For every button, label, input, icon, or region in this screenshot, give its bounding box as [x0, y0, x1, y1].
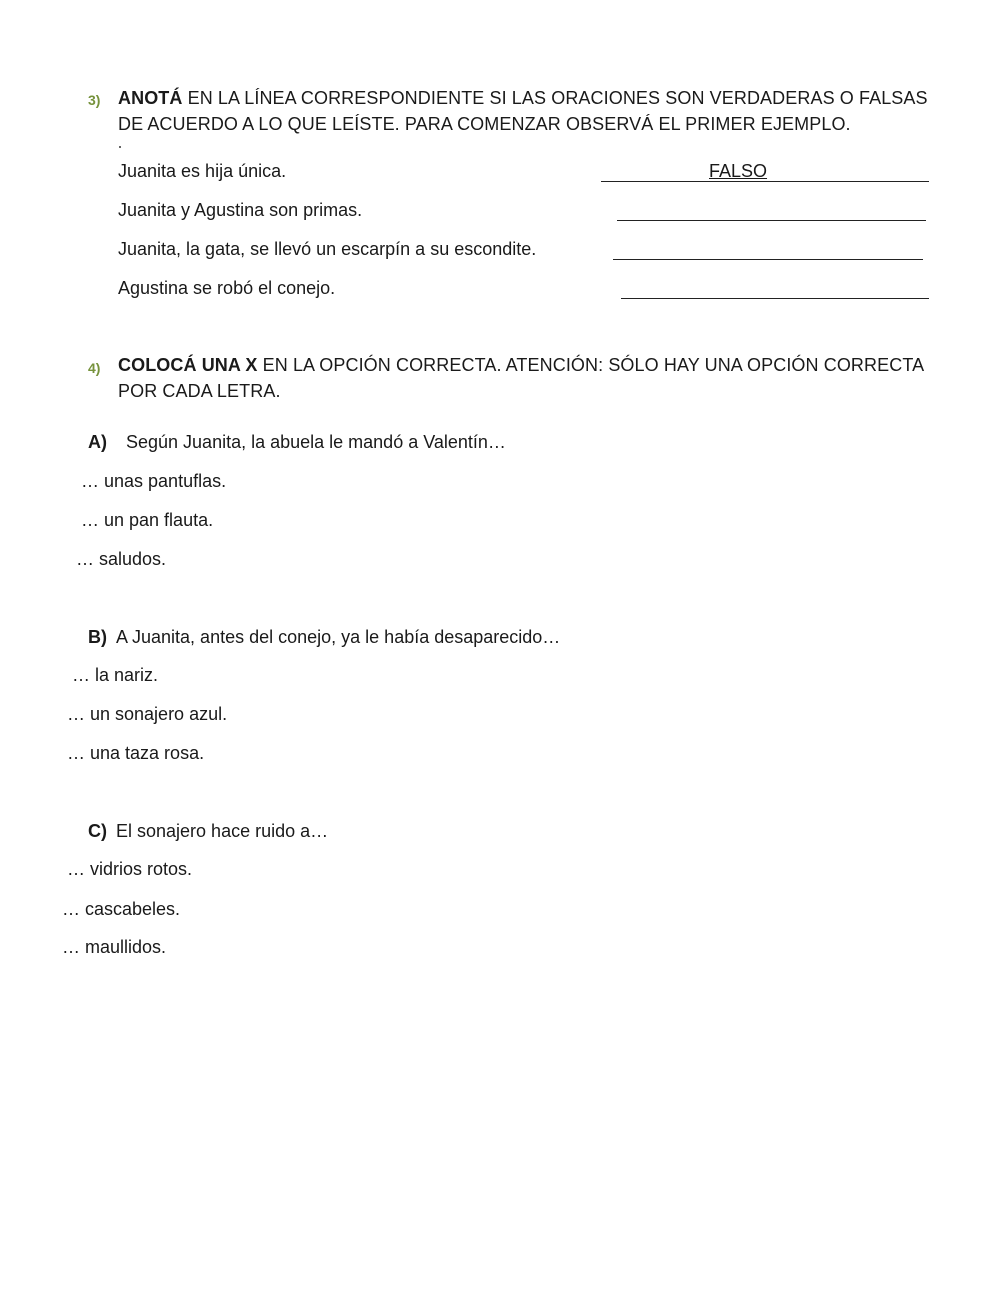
- item-a-option-1[interactable]: … unas pantuflas.: [81, 471, 227, 491]
- statement-4-answer-line[interactable]: [621, 276, 929, 299]
- question-3-number: 3): [88, 92, 101, 108]
- item-a-letter: A): [88, 432, 107, 452]
- item-a-option-3[interactable]: … saludos.: [76, 549, 167, 569]
- statement-2-answer-line[interactable]: [617, 198, 926, 221]
- item-b-option-2[interactable]: … un sonajero azul.: [67, 704, 228, 724]
- item-b-option-1[interactable]: … la nariz.: [72, 665, 159, 685]
- item-c-question: [88, 819, 328, 843]
- item-a-question-text: Según Juanita, la abuela le mandó a Valentín…: [126, 432, 506, 452]
- item-b-question: [88, 625, 560, 649]
- statement-1-text: Juanita es hija única.: [118, 161, 287, 181]
- question-4-number: 4): [88, 360, 101, 376]
- statement-3-text: Juanita, la gata, se llevó un escarpín a su escondite.: [118, 239, 537, 259]
- item-a-option-2[interactable]: … un pan flauta.: [81, 510, 214, 530]
- item-b-question-text: A Juanita, antes del conejo, ya le había desaparecido…: [116, 627, 561, 647]
- question-3-instruction-text-1: EN LA LÍNEA CORRESPONDIENTE SI LAS ORACIONES SON VERDADERAS O FALSAS: [187, 88, 928, 108]
- item-b-letter: B): [88, 627, 107, 647]
- statement-3-answer-line[interactable]: [613, 237, 923, 260]
- item-b-option-3[interactable]: … una taza rosa.: [67, 743, 205, 763]
- question-3-bold-word: ANOTÁ: [118, 88, 183, 108]
- statement-2-text: Juanita y Agustina son primas.: [118, 200, 363, 220]
- question-3-instruction-line-1: [118, 86, 928, 110]
- item-c-option-3[interactable]: … maullidos.: [62, 937, 167, 957]
- question-4-instruction-line-2: POR CADA LETRA.: [118, 381, 281, 401]
- question-3-instruction-line-2: DE ACUERDO A LO QUE LEÍSTE. PARA COMENZAR OBSERVÁ EL PRIMER EJEMPLO.: [118, 114, 851, 134]
- item-c-option-2[interactable]: … cascabeles.: [62, 899, 181, 919]
- item-c-letter: C): [88, 821, 107, 841]
- question-4-instruction-line-1: [118, 353, 924, 377]
- statement-1-answer-text: FALSO: [709, 161, 768, 181]
- stray-dot: [119, 146, 121, 148]
- question-4-bold-word: COLOCÁ UNA X: [118, 355, 258, 375]
- statement-4-text: Agustina se robó el conejo.: [118, 278, 336, 298]
- item-c-question-text: El sonajero hace ruido a…: [116, 821, 329, 841]
- item-c-option-1[interactable]: … vidrios rotos.: [67, 859, 193, 879]
- item-a-question: [88, 430, 506, 454]
- question-4-instruction-text-1: EN LA OPCIÓN CORRECTA. ATENCIÓN: SÓLO HAY UNA OPCIÓN CORRECTA: [262, 355, 925, 375]
